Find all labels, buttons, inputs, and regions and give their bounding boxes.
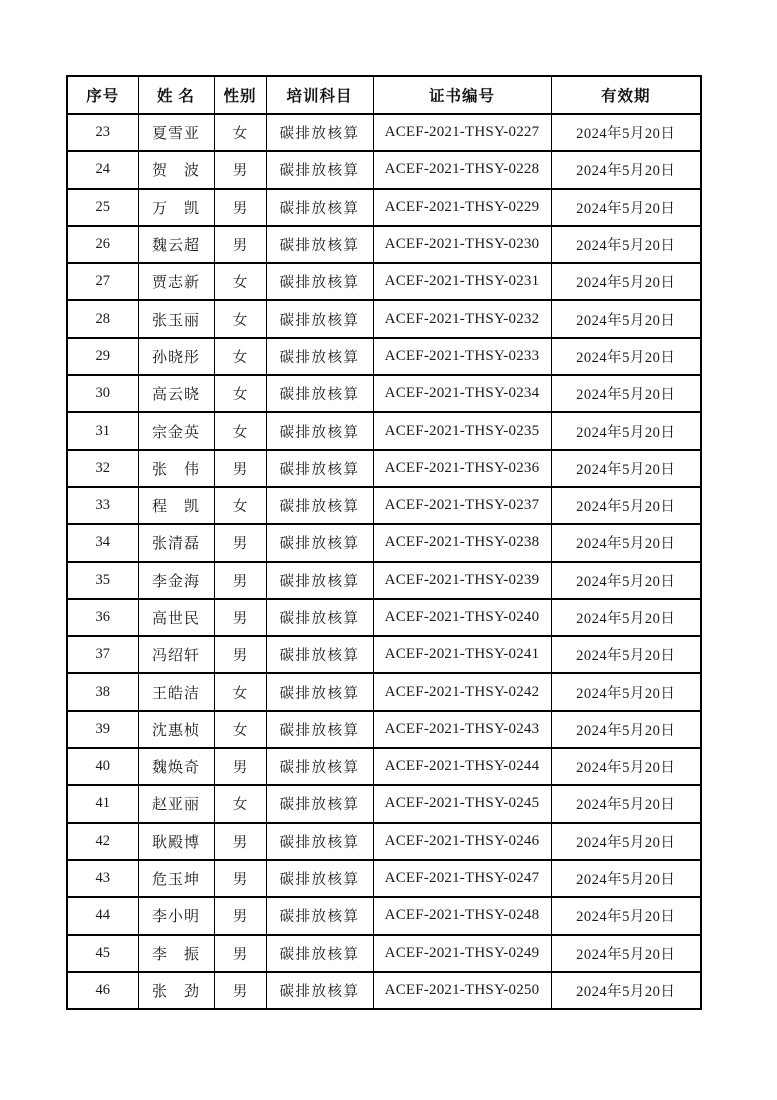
cell-name: 张玉丽 xyxy=(138,300,214,337)
cell-cert: ACEF-2021-THSY-0239 xyxy=(373,562,551,599)
cell-cert: ACEF-2021-THSY-0240 xyxy=(373,599,551,636)
cell-validity: 2024年5月20日 xyxy=(551,599,701,636)
cell-validity: 2024年5月20日 xyxy=(551,226,701,263)
cell-no: 42 xyxy=(67,823,138,860)
cell-cert: ACEF-2021-THSY-0248 xyxy=(373,897,551,934)
cell-validity: 2024年5月20日 xyxy=(551,711,701,748)
cell-cert: ACEF-2021-THSY-0244 xyxy=(373,748,551,785)
cell-gender: 女 xyxy=(214,375,266,412)
cell-subject: 碳排放核算 xyxy=(266,897,373,934)
cell-gender: 女 xyxy=(214,412,266,449)
cell-gender: 男 xyxy=(214,226,266,263)
cell-subject: 碳排放核算 xyxy=(266,972,373,1009)
cell-subject: 碳排放核算 xyxy=(266,300,373,337)
cell-subject: 碳排放核算 xyxy=(266,487,373,524)
table-row xyxy=(67,711,701,748)
cell-no: 31 xyxy=(67,412,138,449)
cell-subject: 碳排放核算 xyxy=(266,935,373,972)
cell-cert: ACEF-2021-THSY-0227 xyxy=(373,114,551,151)
cell-name: 李小明 xyxy=(138,897,214,934)
cell-validity: 2024年5月20日 xyxy=(551,412,701,449)
cell-name: 宗金英 xyxy=(138,412,214,449)
cell-gender: 女 xyxy=(214,711,266,748)
cell-no: 23 xyxy=(67,114,138,151)
table-row xyxy=(67,524,701,561)
certificate-table xyxy=(66,75,702,1010)
cell-name: 耿殿博 xyxy=(138,823,214,860)
table-row xyxy=(67,263,701,300)
column-header-subject: 培训科目 xyxy=(266,76,373,114)
table-row xyxy=(67,300,701,337)
cell-name: 冯绍轩 xyxy=(138,636,214,673)
cell-subject: 碳排放核算 xyxy=(266,785,373,822)
cell-validity: 2024年5月20日 xyxy=(551,114,701,151)
column-header-cert: 证书编号 xyxy=(373,76,551,114)
cell-gender: 女 xyxy=(214,785,266,822)
table-row xyxy=(67,636,701,673)
cell-gender: 男 xyxy=(214,524,266,561)
cell-subject: 碳排放核算 xyxy=(266,524,373,561)
cell-name: 王皓洁 xyxy=(138,673,214,710)
cell-gender: 男 xyxy=(214,860,266,897)
cell-validity: 2024年5月20日 xyxy=(551,375,701,412)
column-header-name: 姓 名 xyxy=(138,76,214,114)
cell-no: 46 xyxy=(67,972,138,1009)
cell-name: 危玉坤 xyxy=(138,860,214,897)
cell-name: 沈惠桢 xyxy=(138,711,214,748)
cell-validity: 2024年5月20日 xyxy=(551,785,701,822)
table-row xyxy=(67,114,701,151)
cell-gender: 男 xyxy=(214,450,266,487)
cell-gender: 女 xyxy=(214,487,266,524)
cell-cert: ACEF-2021-THSY-0236 xyxy=(373,450,551,487)
table-row xyxy=(67,562,701,599)
cell-subject: 碳排放核算 xyxy=(266,114,373,151)
table-row xyxy=(67,226,701,263)
cell-name: 夏雪亚 xyxy=(138,114,214,151)
table-row xyxy=(67,860,701,897)
table-row xyxy=(67,599,701,636)
cell-cert: ACEF-2021-THSY-0243 xyxy=(373,711,551,748)
cell-validity: 2024年5月20日 xyxy=(551,860,701,897)
table-row xyxy=(67,487,701,524)
cell-name: 赵亚丽 xyxy=(138,785,214,822)
cell-subject: 碳排放核算 xyxy=(266,711,373,748)
cell-cert: ACEF-2021-THSY-0241 xyxy=(373,636,551,673)
cell-no: 41 xyxy=(67,785,138,822)
cell-validity: 2024年5月20日 xyxy=(551,823,701,860)
cell-subject: 碳排放核算 xyxy=(266,226,373,263)
cell-gender: 男 xyxy=(214,636,266,673)
cell-validity: 2024年5月20日 xyxy=(551,450,701,487)
cell-no: 44 xyxy=(67,897,138,934)
cell-cert: ACEF-2021-THSY-0229 xyxy=(373,189,551,226)
cell-gender: 女 xyxy=(214,114,266,151)
cell-no: 40 xyxy=(67,748,138,785)
cell-cert: ACEF-2021-THSY-0233 xyxy=(373,338,551,375)
cell-subject: 碳排放核算 xyxy=(266,375,373,412)
cell-no: 32 xyxy=(67,450,138,487)
cell-validity: 2024年5月20日 xyxy=(551,524,701,561)
cell-name: 贾志新 xyxy=(138,263,214,300)
cell-name: 张清磊 xyxy=(138,524,214,561)
cell-no: 39 xyxy=(67,711,138,748)
cell-cert: ACEF-2021-THSY-0231 xyxy=(373,263,551,300)
cell-validity: 2024年5月20日 xyxy=(551,189,701,226)
cell-no: 26 xyxy=(67,226,138,263)
cell-validity: 2024年5月20日 xyxy=(551,300,701,337)
table-head xyxy=(67,76,701,114)
cell-validity: 2024年5月20日 xyxy=(551,562,701,599)
table-row xyxy=(67,748,701,785)
cell-validity: 2024年5月20日 xyxy=(551,151,701,188)
cell-name: 贺 波 xyxy=(138,151,214,188)
table-row xyxy=(67,897,701,934)
column-header-validity: 有效期 xyxy=(551,76,701,114)
cell-validity: 2024年5月20日 xyxy=(551,673,701,710)
cell-subject: 碳排放核算 xyxy=(266,562,373,599)
cell-validity: 2024年5月20日 xyxy=(551,972,701,1009)
cell-cert: ACEF-2021-THSY-0230 xyxy=(373,226,551,263)
cell-cert: ACEF-2021-THSY-0246 xyxy=(373,823,551,860)
table-row xyxy=(67,338,701,375)
cell-cert: ACEF-2021-THSY-0238 xyxy=(373,524,551,561)
cell-no: 28 xyxy=(67,300,138,337)
cell-subject: 碳排放核算 xyxy=(266,263,373,300)
cell-subject: 碳排放核算 xyxy=(266,636,373,673)
cell-cert: ACEF-2021-THSY-0237 xyxy=(373,487,551,524)
cell-no: 33 xyxy=(67,487,138,524)
table-body xyxy=(67,114,701,1009)
cell-subject: 碳排放核算 xyxy=(266,450,373,487)
cell-subject: 碳排放核算 xyxy=(266,599,373,636)
cell-subject: 碳排放核算 xyxy=(266,189,373,226)
cell-gender: 男 xyxy=(214,748,266,785)
cell-no: 36 xyxy=(67,599,138,636)
cell-subject: 碳排放核算 xyxy=(266,673,373,710)
cell-no: 38 xyxy=(67,673,138,710)
cell-gender: 男 xyxy=(214,823,266,860)
cell-cert: ACEF-2021-THSY-0250 xyxy=(373,972,551,1009)
cell-no: 43 xyxy=(67,860,138,897)
table-header-row xyxy=(67,76,701,114)
table-row xyxy=(67,151,701,188)
table-row xyxy=(67,673,701,710)
table-row xyxy=(67,450,701,487)
cell-subject: 碳排放核算 xyxy=(266,412,373,449)
cell-no: 37 xyxy=(67,636,138,673)
cell-name: 张 伟 xyxy=(138,450,214,487)
cell-gender: 女 xyxy=(214,673,266,710)
cell-subject: 碳排放核算 xyxy=(266,338,373,375)
cell-no: 34 xyxy=(67,524,138,561)
cell-gender: 男 xyxy=(214,935,266,972)
cell-name: 魏云超 xyxy=(138,226,214,263)
cell-cert: ACEF-2021-THSY-0245 xyxy=(373,785,551,822)
cell-name: 高云晓 xyxy=(138,375,214,412)
cell-no: 24 xyxy=(67,151,138,188)
cell-subject: 碳排放核算 xyxy=(266,748,373,785)
table-row xyxy=(67,823,701,860)
cell-cert: ACEF-2021-THSY-0235 xyxy=(373,412,551,449)
cell-name: 程 凯 xyxy=(138,487,214,524)
cell-name: 高世民 xyxy=(138,599,214,636)
cell-validity: 2024年5月20日 xyxy=(551,748,701,785)
cell-gender: 男 xyxy=(214,189,266,226)
cell-no: 30 xyxy=(67,375,138,412)
cell-name: 孙晓彤 xyxy=(138,338,214,375)
cell-validity: 2024年5月20日 xyxy=(551,263,701,300)
column-header-gender: 性别 xyxy=(214,76,266,114)
cell-gender: 女 xyxy=(214,338,266,375)
table-row xyxy=(67,935,701,972)
cell-validity: 2024年5月20日 xyxy=(551,897,701,934)
cell-validity: 2024年5月20日 xyxy=(551,487,701,524)
cell-no: 45 xyxy=(67,935,138,972)
column-header-no: 序号 xyxy=(67,76,138,114)
cell-gender: 女 xyxy=(214,263,266,300)
cell-validity: 2024年5月20日 xyxy=(551,935,701,972)
cell-validity: 2024年5月20日 xyxy=(551,636,701,673)
cell-cert: ACEF-2021-THSY-0247 xyxy=(373,860,551,897)
cell-gender: 男 xyxy=(214,151,266,188)
table-row xyxy=(67,189,701,226)
cell-validity: 2024年5月20日 xyxy=(551,338,701,375)
cell-subject: 碳排放核算 xyxy=(266,151,373,188)
cell-name: 李金海 xyxy=(138,562,214,599)
table-row xyxy=(67,412,701,449)
cell-cert: ACEF-2021-THSY-0228 xyxy=(373,151,551,188)
cell-name: 李 振 xyxy=(138,935,214,972)
cell-cert: ACEF-2021-THSY-0232 xyxy=(373,300,551,337)
cell-gender: 男 xyxy=(214,599,266,636)
cell-cert: ACEF-2021-THSY-0249 xyxy=(373,935,551,972)
cell-cert: ACEF-2021-THSY-0234 xyxy=(373,375,551,412)
cell-gender: 女 xyxy=(214,300,266,337)
table-row xyxy=(67,375,701,412)
cell-name: 万 凯 xyxy=(138,189,214,226)
cell-gender: 男 xyxy=(214,897,266,934)
cell-subject: 碳排放核算 xyxy=(266,823,373,860)
cell-no: 27 xyxy=(67,263,138,300)
cell-no: 35 xyxy=(67,562,138,599)
cell-gender: 男 xyxy=(214,562,266,599)
cell-gender: 男 xyxy=(214,972,266,1009)
table-row xyxy=(67,785,701,822)
cell-no: 29 xyxy=(67,338,138,375)
cell-no: 25 xyxy=(67,189,138,226)
cell-name: 魏焕奇 xyxy=(138,748,214,785)
table-row xyxy=(67,972,701,1009)
cell-cert: ACEF-2021-THSY-0242 xyxy=(373,673,551,710)
cell-subject: 碳排放核算 xyxy=(266,860,373,897)
cell-name: 张 劲 xyxy=(138,972,214,1009)
